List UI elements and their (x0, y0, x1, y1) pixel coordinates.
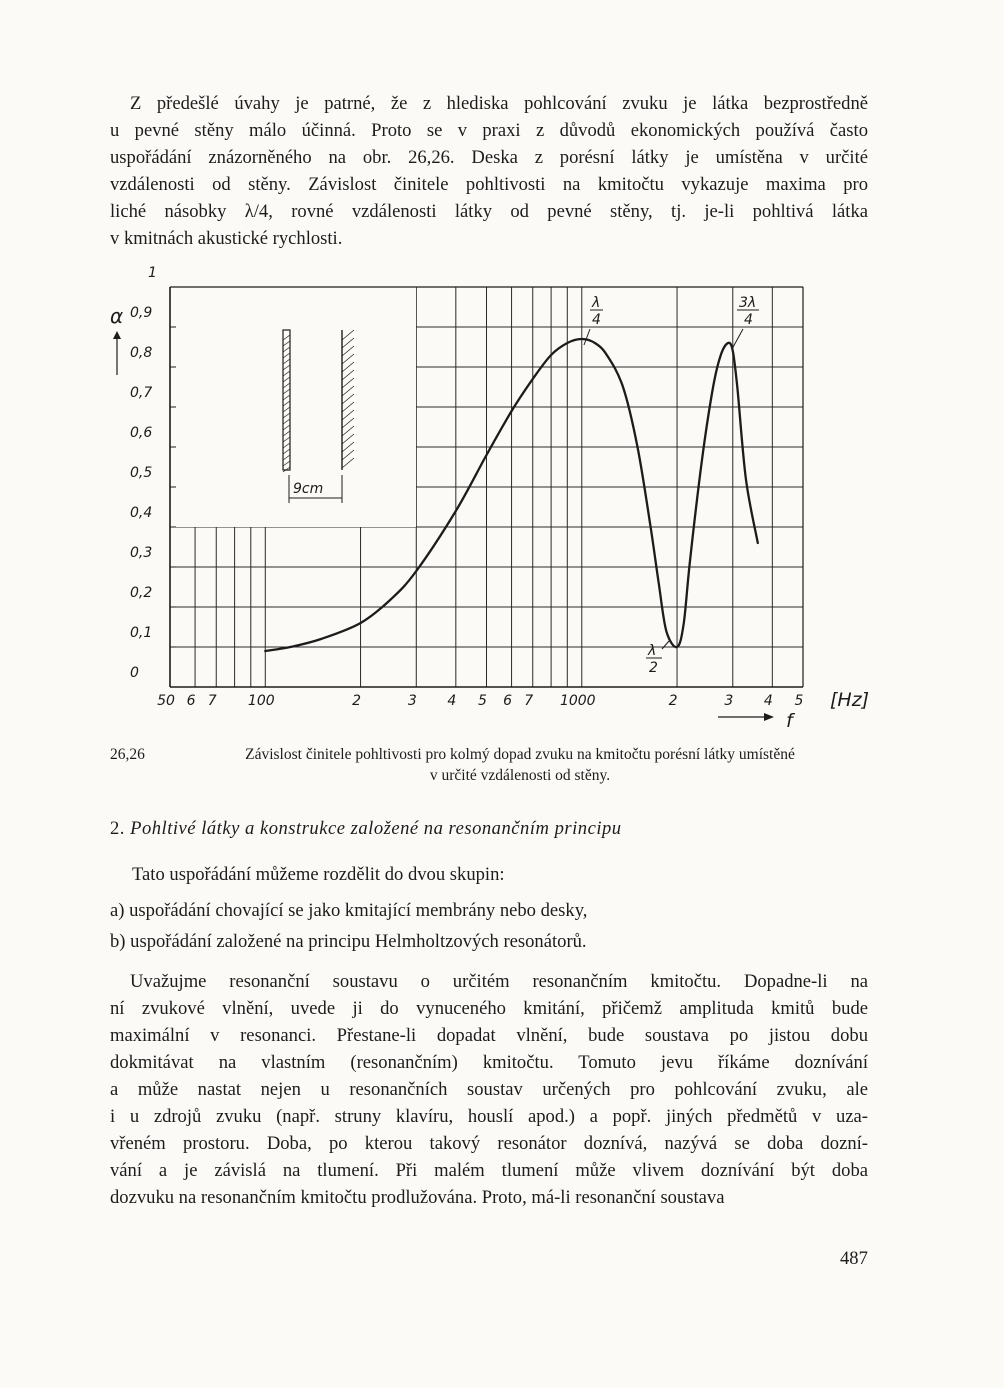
text-line: Uvažujme resonanční soustavu o určitém resonančním kmitočtu. Dopadne-li na (130, 971, 868, 992)
x-tick-label: 6 (186, 693, 196, 709)
svg-text:2: 2 (649, 660, 658, 676)
x-axis-unit: [Hz] (830, 689, 870, 711)
text-line: a může nastat nejen u resonančních soustav určených pro pohlcování zvuku, ale (110, 1079, 868, 1100)
x-tick-label: 100 (247, 693, 275, 709)
x-tick-label: 3 (724, 693, 734, 709)
section-heading (110, 818, 622, 840)
text-line: v kmitnách akustické rychlosti. (110, 228, 343, 249)
intro-line: Tato uspořádání můžeme rozdělit do dvou skupin: (132, 864, 505, 885)
x-axis-symbol: f (786, 710, 793, 732)
x-tick-label: 50 (157, 693, 175, 709)
inset-dimension-label: 9cm (293, 481, 324, 497)
x-tick-label: 5 (478, 693, 487, 709)
text-line: dozvuku na resonančním kmitočtu prodlužována. Proto, má-li resonanční soustava (110, 1187, 725, 1208)
list-item: b) uspořádání založené na principu Helmholtzových resonátorů. (110, 931, 587, 952)
y-tick-label: 1 (148, 265, 157, 281)
text-line: liché násobky λ/4, rovné vzdálenosti látky od pevné stěny, tj. je-li pohltivá látka (110, 201, 868, 222)
x-tick-label: 1000 (559, 693, 596, 709)
x-tick-label: 7 (524, 693, 534, 709)
y-axis-symbol: α (110, 304, 124, 328)
svg-text:λ: λ (648, 643, 657, 659)
text-line: dokmitávat na vlastním (resonančním) kmitočtu. Tomuto jevu říkáme doznívání (110, 1052, 868, 1073)
caption-number: 26,26 (110, 746, 145, 763)
text-line: vzdálenosti od stěny. Závislost činitele pohltivosti na kmitočtu vykazuje maxima pro (110, 174, 868, 195)
y-tick-label: 0,6 (130, 425, 153, 441)
x-tick-labels (157, 693, 803, 709)
text-line: vání a je závislá na tlumení. Při malém tlumení může vlivem doznívání být doba (110, 1160, 868, 1181)
y-tick-label: 0,8 (130, 345, 153, 361)
absorption-chart (100, 265, 890, 740)
svg-text:4: 4 (592, 312, 601, 328)
text-line: u pevné stěny málo účinná. Proto se v praxi z důvodů ekonomických používá často (110, 120, 868, 141)
y-tick-label: 0,5 (130, 465, 153, 481)
annotation-half-wave (646, 641, 669, 676)
list-item: a) uspořádání chovající se jako kmitající membrány nebo desky, (110, 900, 588, 921)
page-number: 487 (840, 1248, 868, 1269)
x-tick-label: 4 (447, 693, 457, 709)
y-tick-label: 0,3 (130, 545, 153, 561)
y-tick-label: 0 (130, 665, 139, 681)
y-tick-labels (130, 265, 176, 687)
annotation-quarter-wave (584, 295, 603, 345)
x-tick-label: 5 (794, 693, 804, 709)
text-line: vřeném prostoru. Doba, po kterou takový resonátor doznívá, nazývá se doba dozní- (110, 1133, 868, 1154)
caption-text: Závislost činitele pohltivosti pro kolmý dopad zvuku na kmitočtu porésní látky umístěné v určité vzdálenosti od stěny. (245, 746, 795, 784)
svg-text:3λ: 3λ (739, 295, 757, 311)
text-line: uspořádání znázorněného na obr. 26,26. Deska z porésní látky je umístěna v určité (110, 147, 868, 168)
paragraph-intro (110, 90, 868, 252)
annotation-three-quarter-wave (732, 295, 759, 349)
y-tick-label: 0,2 (130, 585, 153, 601)
svg-text:λ: λ (592, 295, 601, 311)
text-line: maximální v resonanci. Přestane-li dopadat vlnění, bude soustava po jistou dobu (110, 1025, 868, 1046)
y-tick-label: 0,1 (130, 625, 153, 641)
x-tick-label: 2 (668, 693, 678, 709)
x-tick-label: 4 (763, 693, 773, 709)
paragraph-resonance (110, 968, 868, 1211)
y-tick-label: 0,4 (130, 505, 153, 521)
x-tick-label: 2 (352, 693, 362, 709)
x-tick-label: 3 (407, 693, 417, 709)
x-tick-label: 6 (503, 693, 513, 709)
text-line: i u zdrojů zvuku (např. struny klavíru, houslí apod.) a popř. jiných předmětů v uza- (110, 1106, 868, 1127)
svg-text:4: 4 (744, 312, 753, 328)
section-title: Pohltivé látky a konstrukce založené na resonančním principu (130, 818, 622, 839)
y-tick-label: 0,9 (130, 305, 153, 321)
x-tick-label: 7 (207, 693, 217, 709)
section-number: 2. (110, 818, 125, 839)
y-tick-label: 0,7 (130, 385, 153, 401)
text-line: Z předešlé úvahy je patrné, že z hlediska pohlcování zvuku je látka bezprostředně (130, 93, 868, 114)
text-line: ní zvukové vlnění, uvede ji do vynuceného kmitání, přičemž amplituda kmitů bude (110, 998, 868, 1019)
